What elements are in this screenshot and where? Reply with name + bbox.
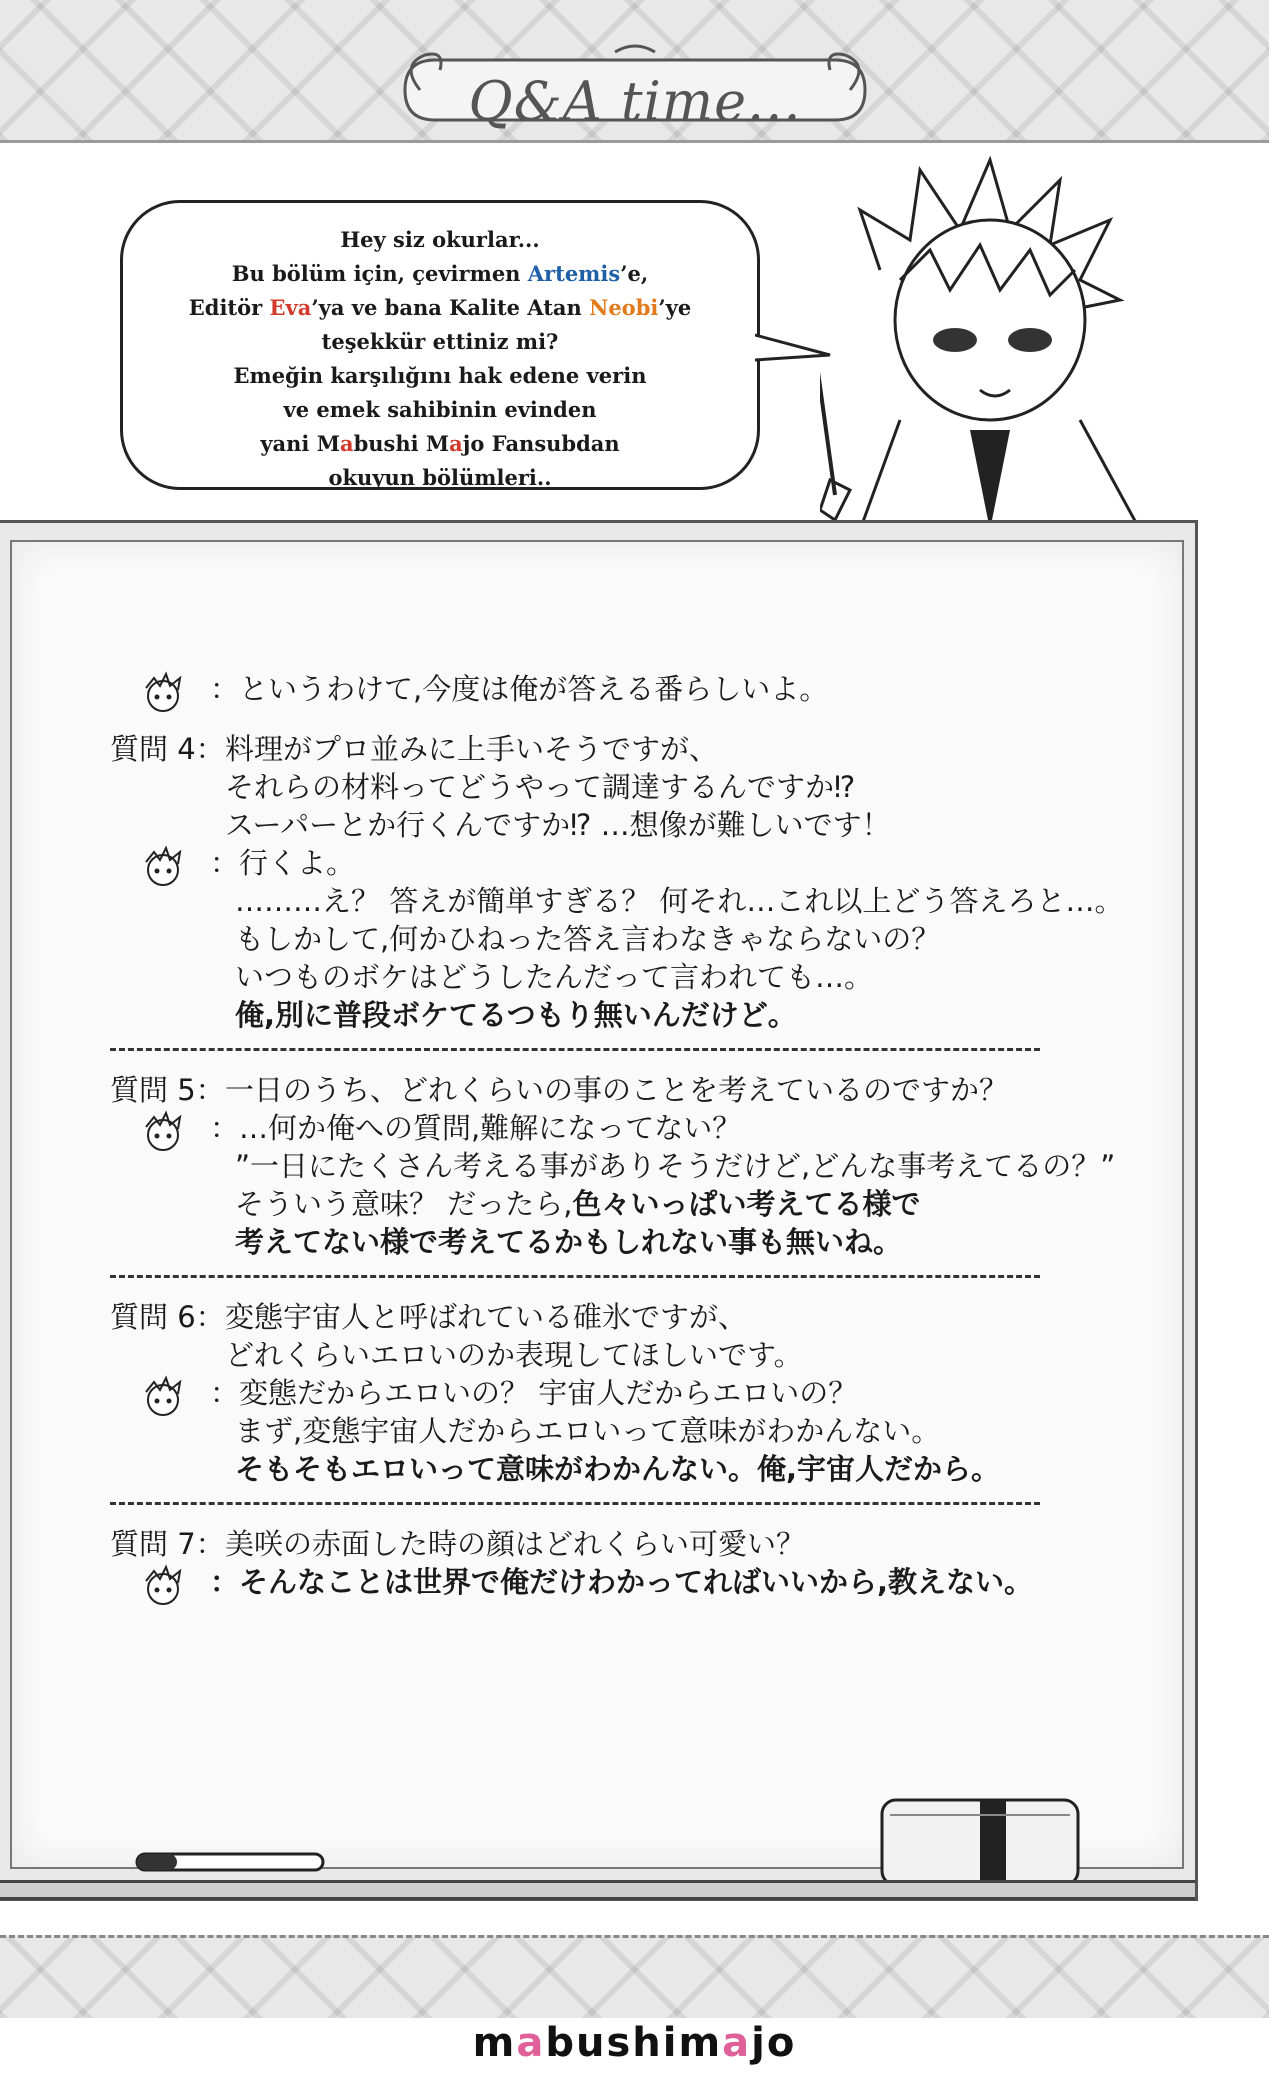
question-label: 質問 4： — [110, 732, 225, 766]
answer-line-bold: ：そんなことは世界で俺だけわかってればいいから,教えない。 — [210, 1565, 1034, 1599]
question-line: スーパーとか行くんですか⁉ …想像が難しいです！ — [225, 808, 891, 842]
usui-avatar-icon — [140, 1374, 186, 1420]
usui-avatar-icon — [140, 1109, 186, 1155]
usui-avatar-icon — [140, 670, 186, 716]
usui-avatar-icon — [140, 1563, 186, 1609]
answer-4 — [110, 844, 1160, 1034]
question-label: 質問 7： — [110, 1527, 225, 1561]
question-line: それらの材料ってどうやって調達するんですか⁉ — [225, 770, 856, 804]
answer-line-bold: そもそもエロいって意味がわかんない。俺,宇宙人だから。 — [235, 1452, 1001, 1486]
bubble-line: Bu bölüm için, çevirmen Artemis’e, — [231, 261, 649, 286]
answer-6 — [110, 1374, 1160, 1488]
question-4 — [110, 730, 1160, 844]
answer-line: ：変態だからエロいの？ 宇宙人だからエロいの？ — [210, 1376, 858, 1410]
question-7 — [110, 1525, 1160, 1563]
question-6 — [110, 1298, 1160, 1374]
editor-name: Eva — [269, 295, 312, 320]
question-line: 料理がプロ並みに上手いそうですが、 — [225, 732, 719, 766]
bubble-line: Emeğin karşılığını hak edene verin — [233, 363, 647, 388]
speech-bubble — [120, 200, 760, 490]
bubble-line: Editör Eva’ya ve bana Kalite Atan Neobi’ye — [188, 295, 692, 320]
divider — [110, 1502, 1040, 1505]
character-illustration-icon — [820, 150, 1160, 530]
site-logo: mabushimajo — [472, 2020, 797, 2066]
answer-line: いつものボケはどうしたんだって言われても…。 — [235, 960, 874, 994]
page-title: Q&A time... — [468, 70, 802, 133]
bubble-line: ve emek sahibinin evinden — [283, 397, 597, 422]
answer-line: まず,変態宇宙人だからエロいって意味がわかんない。 — [235, 1414, 941, 1448]
chalk-icon — [135, 1850, 325, 1874]
bubble-line: teşekkür ettiniz mi? — [321, 329, 559, 354]
intro-answer: ：というわけて,今度は俺が答える番らしいよ。 — [110, 670, 1160, 708]
question-line: 美咲の赤面した時の顔はどれくらい可愛い？ — [225, 1527, 806, 1561]
question-line: どれくらいエロいのか表現してほしいです。 — [225, 1338, 803, 1372]
answer-line: ”一日にたくさん考える事がありそうだけど,どんな事考えてるの？” — [235, 1149, 1116, 1183]
answer-7 — [110, 1563, 1160, 1601]
translator-name: Artemis — [527, 261, 621, 286]
answer-line: ：行くよ。 — [210, 846, 356, 880]
answer-line-bold: 俺,別に普段ボケてるつもり無いんだけど。 — [235, 998, 797, 1032]
answer-line: そういう意味？ だったら,色々いっぱい考えてる様で — [235, 1187, 921, 1221]
question-5 — [110, 1071, 1160, 1109]
question-label: 質問 6： — [110, 1300, 225, 1334]
qa-list — [110, 670, 1160, 1601]
answer-line: ：…何か俺への質問,難解になってない？ — [210, 1111, 742, 1145]
question-line: 一日のうち、どれくらいの事のことを考えているのですか？ — [225, 1073, 1009, 1107]
question-line: 変態宇宙人と呼ばれている碓氷ですが、 — [225, 1300, 748, 1334]
divider — [110, 1048, 1040, 1051]
answer-line: もしかして,何かひねった答え言わなきゃならないの？ — [235, 922, 941, 956]
qc-name: Neobi — [589, 295, 659, 320]
bubble-line: Hey siz okurlar... — [340, 227, 540, 252]
board-tray — [0, 1880, 1195, 1900]
usui-avatar-icon — [140, 844, 186, 890]
bubble-line: okuyun bölümleri.. — [328, 465, 552, 490]
question-label: 質問 5： — [110, 1073, 225, 1107]
answer-5 — [110, 1109, 1160, 1261]
title-frame — [395, 40, 875, 140]
eraser-icon — [880, 1790, 1080, 1890]
bottom-pattern-banner — [0, 1935, 1269, 2018]
answer-line: ………え？ 答えが簡単すぎる？ 何それ…これ以上どう答えろと…。 — [235, 884, 1124, 918]
divider — [110, 1275, 1040, 1278]
answer-line-bold: 考えてない様で考えてるかもしれない事も無いね。 — [235, 1225, 903, 1259]
bubble-line: yani Mabushi Majo Fansubdan — [260, 431, 620, 456]
